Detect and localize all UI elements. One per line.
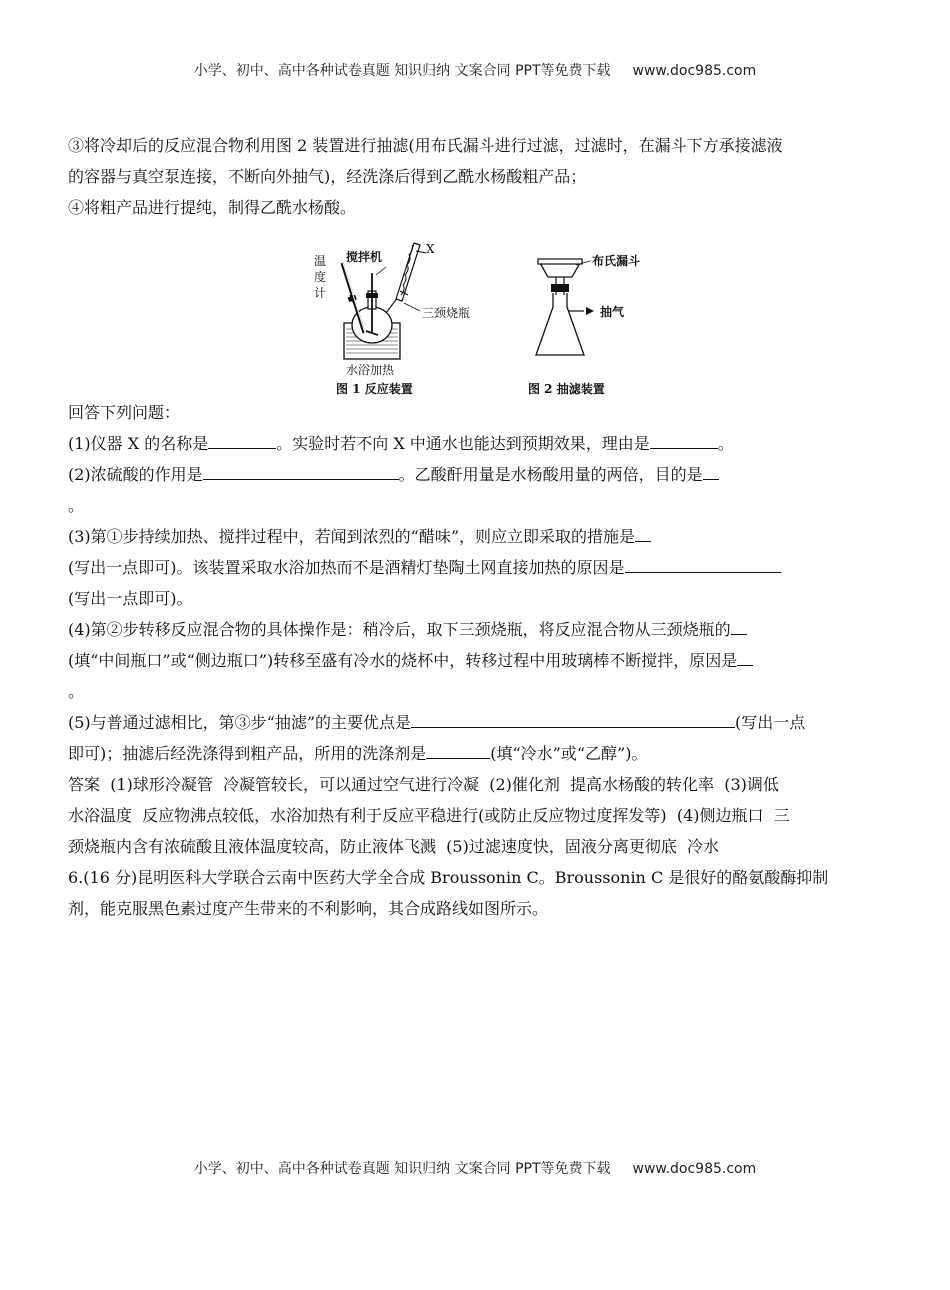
label-x: X: [426, 242, 435, 256]
page-header: [0, 60, 950, 80]
fig2-caption: 图 2 抽滤装置: [528, 382, 605, 395]
question-2-end: 。: [68, 496, 85, 515]
label-thermometer-3: 计: [314, 286, 327, 300]
header-site[interactable]: www.doc985.com: [632, 63, 757, 79]
question-4-end: 。: [68, 682, 85, 701]
answer-blank[interactable]: [731, 615, 747, 635]
question-5-line2: [68, 738, 883, 769]
question-1: [68, 428, 883, 459]
answer-blank[interactable]: [703, 460, 719, 480]
answer-line2: 水浴温度 反应物沸点较低，水浴加热有利于反应平稳进行(或防止反应物过度挥发等) (4)侧边瓶口 三: [68, 806, 790, 825]
answer-blank[interactable]: [203, 460, 399, 480]
q2-text-a: (2)浓硫酸的作用是: [68, 465, 203, 484]
q3-text-b: (写出一点即可)。该装置采取水浴加热而不是酒精灯垫陶土网直接加热的原因是: [68, 558, 625, 577]
apparatus-diagram: [310, 229, 640, 395]
label-thermometer-1: 温: [314, 254, 327, 268]
q5-text-c: 即可)；抽滤后经洗涤得到粗产品，所用的洗涤剂是: [68, 744, 427, 763]
q3-text-a: (3)第①步持续加热、搅拌过程中，若闻到浓烈的“醋味”，则应立即采取的措施是: [68, 527, 636, 546]
buchner-funnel-icon: [540, 263, 580, 277]
question-6-line2: 剂，能克服黑色素过度产生带来的不利影响，其合成路线如图所示。: [68, 899, 549, 918]
header-text: 小学、初中、高中各种试卷真题 知识归纳 文案合同 PPT等免费下载: [193, 63, 611, 79]
question-3: [68, 521, 883, 552]
answer-blank[interactable]: [411, 708, 735, 728]
answer-line1: [68, 769, 883, 800]
step3-line1: ③将冷却后的反应混合物利用图 2 装置进行抽滤(用布氏漏斗进行过滤，过滤时，在漏斗下方承接滤液: [68, 136, 783, 155]
answer-text-1: (1)球形冷凝管 冷凝管较长，可以通过空气进行冷凝 (2)催化剂 提高水杨酸的转化率 (3)调低: [100, 775, 779, 794]
q1-text-b: 。实验时若不向 X 中通水也能达到预期效果，理由是: [276, 434, 650, 453]
fig1-reaction-apparatus: [314, 242, 470, 395]
footer-text: 小学、初中、高中各种试卷真题 知识归纳 文案合同 PPT等免费下载: [193, 1161, 611, 1177]
fig1-caption: 图 1 反应装置: [336, 382, 413, 395]
label-funnel: 布氏漏斗: [592, 254, 640, 268]
question-2: [68, 459, 883, 490]
footer-site[interactable]: www.doc985.com: [632, 1161, 757, 1177]
q1-text-c: 。: [717, 434, 734, 453]
q4-text-b: (填“中间瓶口”或“侧边瓶口”)转移至盛有冷水的烧杯中，转移过程中用玻璃棒不断搅拌，原因是: [68, 651, 738, 670]
answer-blank[interactable]: [737, 646, 753, 666]
q5-text-b: (写出一点: [735, 713, 806, 732]
label-thermometer-2: 度: [314, 270, 327, 284]
label-water-bath: 水浴加热: [346, 363, 395, 377]
q4-text-a: (4)第②步转移反应混合物的具体操作是：稍冷后，取下三颈烧瓶，将反应混合物从三颈烧瓶的: [68, 620, 731, 639]
question-3-line3: (写出一点即可)。: [68, 589, 193, 608]
step4: ④将粗产品进行提纯，制得乙酰水杨酸。: [68, 198, 357, 217]
document-body: [68, 130, 883, 924]
answer-blank[interactable]: [208, 429, 276, 449]
step3-line2: 的容器与真空泵连接，不断向外抽气)，经洗涤后得到乙酰水杨酸粗产品；: [68, 167, 587, 186]
question-5: [68, 707, 883, 738]
question-6-line1: 6.(16 分)昆明医科大学联合云南中医药大学全合成 Broussonin C。Broussonin C 是很好的酪氨酸酶抑制: [68, 868, 829, 887]
q2-text-b: 。乙酸酐用量是水杨酸用量的两倍，目的是: [398, 465, 703, 484]
condenser-x-icon: [396, 243, 426, 301]
answer-blank[interactable]: [635, 522, 651, 542]
filter-flask-icon: [536, 293, 584, 355]
question-3-line2: [68, 552, 883, 583]
label-stirrer: 搅拌机: [346, 250, 383, 264]
answer-blank[interactable]: [625, 553, 781, 573]
page-footer: [0, 1158, 950, 1178]
question-4: [68, 614, 883, 645]
label-flask: 三颈烧瓶: [422, 306, 471, 320]
q5-text-a: (5)与普通过滤相比，第③步“抽滤”的主要优点是: [68, 713, 412, 732]
answer-blank[interactable]: [426, 739, 490, 759]
question-4-line2: [68, 645, 883, 676]
suction-arrow-icon: [586, 307, 594, 315]
answer-blank[interactable]: [650, 429, 718, 449]
answer-label: 答案: [68, 775, 101, 794]
answer-line3: 颈烧瓶内含有浓硫酸且液体温度较高，防止液体飞溅 (5)过滤速度快，固液分离更彻底 冷水: [68, 837, 720, 856]
questions-intro: 回答下列问题：: [68, 403, 181, 422]
q1-text-a: (1)仪器 X 的名称是: [68, 434, 209, 453]
label-suction: 抽气: [600, 305, 625, 319]
fig2-suction-apparatus: [528, 253, 640, 395]
q5-text-d: (填“冷水”或“乙醇”)。: [490, 744, 648, 763]
apparatus-figure: [68, 229, 883, 395]
